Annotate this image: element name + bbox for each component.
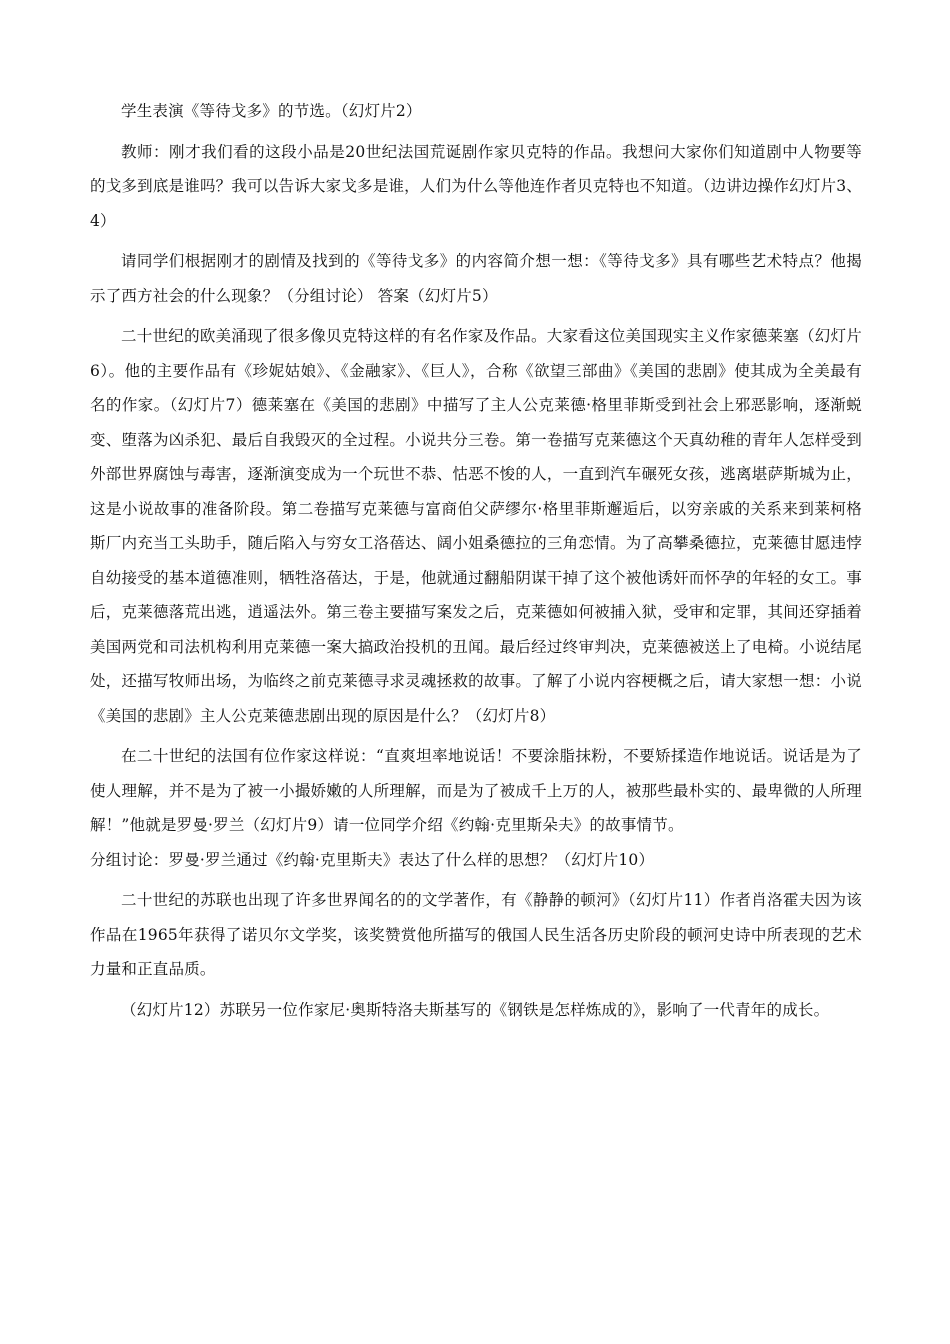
paragraph-group-discussion: 分组讨论：罗曼·罗兰通过《约翰·克里斯夫》表达了什么样的思想？（幻灯片10） <box>90 850 655 869</box>
paragraph-teacher-intro: 教师：刚才我们看的这段小品是20世纪法国荒诞剧作家贝克特的作品。我想问大家你们知道剧中人物要等的戈多到底是谁吗？我可以告诉大家戈多是谁，人们为什么等他连作者贝克特也不知道。（边讲边操作幻灯片3、4） <box>90 142 862 230</box>
paragraph-soviet-literature: 二十世纪的苏联也出现了许多世界闻名的的文学著作，有《静静的顿河》（幻灯片11）作者肖洛霍夫因为该作品在1965年获得了诺贝尔文学奖，该奖赞赏他所描写的俄国人民生活各历史阶段的顿河史诗中所表现的艺术力量和正直品质。 <box>90 891 862 978</box>
paragraph-performance: 学生表演《等待戈多》的节选。（幻灯片2） <box>121 102 422 120</box>
paragraph-ostrovsky: （幻灯片12）苏联另一位作家尼·奥斯特洛夫斯基写的《钢铁是怎样炼成的》，影响了一代青年的成长。 <box>121 1000 830 1019</box>
paragraph-dreiser: 二十世纪的欧美涌现了很多像贝克特这样的有名作家及作品。大家看这位美国现实主义作家德莱塞（幻灯片6）。他的主要作品有《珍妮姑娘》、《金融家》、《巨人》，合称《欲望三部曲》《美国的悲剧》使其成为全美最有名的作家。（幻灯片7）德莱塞在《美国的悲剧》中描写了主人公克莱德·格里菲斯受到社会上邪恶影响，逐渐蜕变、堕落为凶杀犯、最后自我毁灭的全过程。小说共分三卷。第一卷描写克莱德这个天真幼稚的青年人怎样受到外部世界腐蚀与毒害，逐渐演变成为一个玩世不恭、怙恶不悛的人，一直到汽车碾死女孩，逃离堪萨斯城为止，这是小说故事的准备阶段。第二卷描写克莱德与富商伯父萨缪尔·格里菲斯邂逅后，以穷亲戚的关系来到莱柯格斯厂内充当工头助手，随后陷入与穷女工洛蓓达、阔小姐桑德拉的三角恋情。为了高攀桑德拉，克莱德甘愿违悖自幼接受的基本道德准则，牺牲洛蓓达，于是，他就通过翻船阴谋干掉了这个被他诱奸而怀孕的年轻的女工。事后，克莱德落荒出逃，逍遥法外。第三卷主要描写案发之后，克莱德如何被捕入狱，受审和定罪，其间还穿插着美国两党和司法机构利用克莱德一案大搞政治投机的丑闻。最后经过终审判决，克莱德被送上了电椅。小说结尾处，还描写牧师出场，为临终之前克莱德寻求灵魂拯救的故事。了解了小说内容梗概之后，请大家想一想：小说《美国的悲剧》主人公克莱德悲剧出现的原因是什么？（幻灯片8） <box>90 327 862 725</box>
paragraph-discussion-godot: 请同学们根据刚才的剧情及找到的《等待戈多》的内容简介想一想：《等待戈多》具有哪些艺术特点？他揭示了西方社会的什么现象？（分组讨论） 答案（幻灯片5） <box>90 252 862 305</box>
paragraph-rolland: 在二十世纪的法国有位作家这样说：“直爽坦率地说话！不要涂脂抹粉，不要矫揉造作地说话。说话是为了使人理解，并不是为了被一小撮娇嫩的人所理解，而是为了被成千上万的人，被那些最朴实的、最卑微的人所理解！”他就是罗曼·罗兰（幻灯片9）请一位同学介绍《约翰·克里斯朵夫》的故事情节。 <box>90 747 862 834</box>
